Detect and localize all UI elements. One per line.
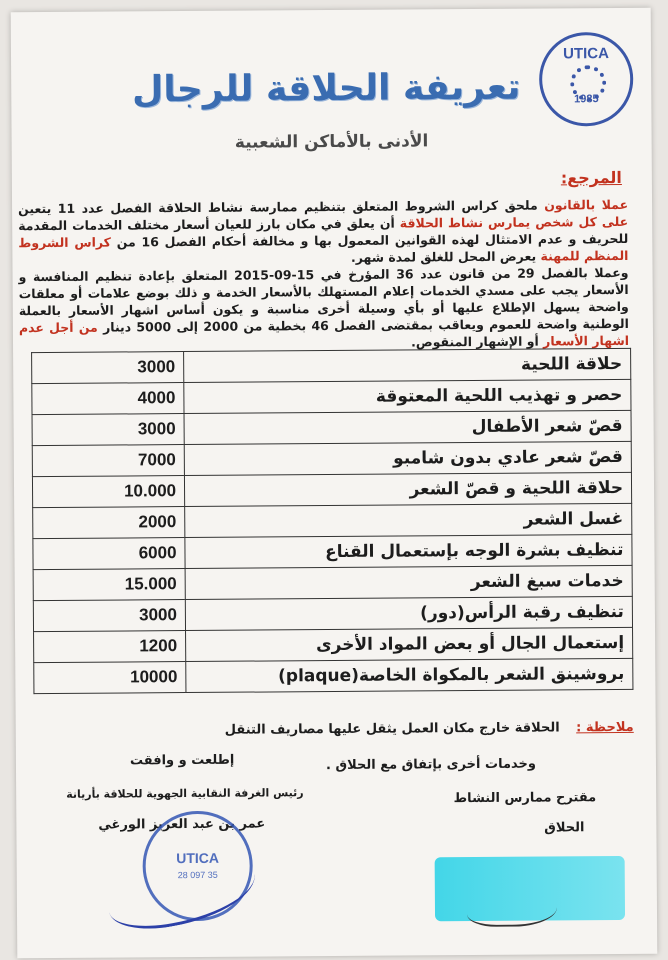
table-row: [33, 534, 632, 569]
reference-label: المرجع:: [560, 167, 622, 188]
service-price: 1200: [34, 631, 186, 663]
service-name: تنظيف بشرة الوجه بإستعمال القناع: [185, 534, 632, 568]
service-price: 6000: [33, 538, 185, 570]
document-sheet: [11, 8, 658, 958]
service-name: بروشينق الشعر بالمكواة الخاصة(plaque): [186, 658, 633, 692]
ref-text-3: يعرض المحل للغلق لمدة شهر.: [350, 248, 541, 265]
ref-text-5: أو الإشهار المنقوص.: [411, 333, 544, 350]
note-label: ملاحظة :: [576, 719, 634, 736]
service-name: إستعمال الجال أو بعض المواد الأخرى: [186, 627, 633, 661]
page-subtitle: الأدنى بالأماكن الشعبية: [234, 131, 429, 153]
reference-text: [18, 196, 629, 353]
ref-highlight-3: كراس الشروط المنظم للمهنة: [18, 234, 629, 264]
table-row: [34, 658, 633, 693]
reference-paragraph-1: [18, 196, 628, 268]
service-price: 10.000: [32, 476, 184, 508]
reference-paragraph-2: [18, 264, 629, 353]
price-table: [31, 348, 633, 694]
service-price: 7000: [32, 445, 184, 477]
ref-highlight-2: على كل شخص يمارس نشاط الحلاقة: [399, 213, 629, 231]
service-price: 4000: [32, 383, 184, 415]
service-name: قصّ شعر عادي بدون شامبو: [184, 441, 631, 475]
service-name: قصّ شعر الأطفال: [184, 410, 631, 444]
service-price: 3000: [32, 352, 184, 384]
service-name: غسل الشعر: [185, 503, 632, 537]
logo-year: 1985: [574, 93, 599, 106]
table-row: [32, 379, 631, 414]
service-price: 3000: [33, 600, 185, 632]
stamp-name: UTICA: [176, 849, 220, 867]
service-price: 3000: [32, 414, 184, 446]
approval-text: إطلعت و وافقت: [129, 752, 235, 769]
barber-label: الحلاق: [544, 820, 585, 836]
service-price: 10000: [34, 662, 186, 694]
proposal-label: مقترح ممارس النشاط: [453, 790, 597, 807]
service-price: 15.000: [33, 569, 185, 601]
service-name: خدمات سبغ الشعر: [185, 565, 632, 599]
stamp-number: 35 097 28: [177, 869, 218, 881]
president-title: رئيس الغرفة النقابية الجهوية للحلاقة بأريانة: [66, 786, 304, 801]
table-row: [33, 503, 632, 538]
ref-text-1: ملحق كراس الشروط المتعلق بتنظيم ممارسة نشاط الحلاقة الفصل عدد 11 يتعين: [18, 197, 545, 217]
ref-highlight-4: من أجل عدم اشهار الأسعار: [18, 319, 630, 349]
table-row: [33, 596, 632, 631]
service-name: حلاقة اللحية: [184, 348, 631, 382]
table-row: [32, 410, 631, 445]
service-name: تنظيف رقبة الرأس(دور): [185, 596, 632, 630]
note-line-1: الحلاقة خارج مكان العمل يثقل عليها مصاريف التنقل: [224, 720, 560, 738]
note-line-2: وخدمات أخرى بإتفاق مع الحلاق .: [325, 756, 537, 774]
page-title: تعريفة الحلاقة للرجال: [131, 66, 521, 111]
ref-text-2: أن يعلق في مكان بارز للعيان أسعار مختلف الخدمات المقدمة للحريف و عدم الامتثال لهذه القوانين المعمول بها و مخالفة أحكام الفصل 16 من: [18, 215, 629, 250]
table-row: [32, 348, 631, 383]
service-price: 2000: [33, 507, 185, 539]
barber-signature: [467, 888, 557, 927]
service-name: حلاقة اللحية و قصّ الشعر: [184, 472, 631, 506]
utica-logo: [539, 32, 634, 127]
ref-text-4: وعملا بالفصل 29 من قانون عدد 36 المؤرخ في 15-09-2015 المتعلق بإعادة تنظيم المنافسة و الأسعار يجب على مسدي الخدمات إعلام المستهلك بالأسعار الخدمة و ذلك بوضع علامات أو معلقات واضحة يسهل الإطلاع عليها أو بأي وسيلة أخرى مناسبة و يكون أساس اشهار الأسعار بالعملة الوطنية واضحة للعموم ويعاقب بمقتضى الفصل 46 بخطية من 2000 إلى 5000 دينار: [18, 264, 629, 335]
table-row: [34, 627, 633, 662]
service-name: حصر و تهذيب اللحية المعتوقة: [184, 379, 631, 413]
president-name: عمر بن عبد العزيز الورغي: [98, 816, 266, 833]
ref-highlight-1: عملا بالقانون: [544, 196, 629, 213]
table-row: [33, 565, 632, 600]
table-row: [32, 472, 631, 507]
table-row: [32, 441, 631, 476]
logo-name: UTICA: [563, 45, 609, 63]
president-signature: [102, 848, 261, 937]
